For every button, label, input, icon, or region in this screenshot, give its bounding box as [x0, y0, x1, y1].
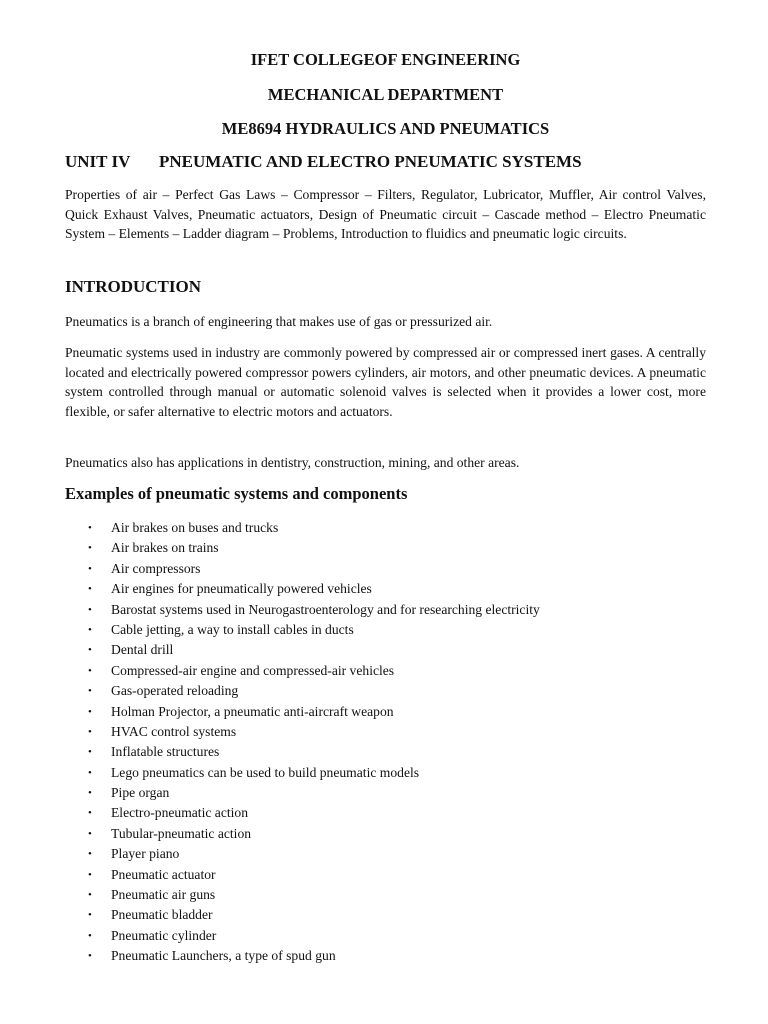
syllabus-paragraph: Properties of air – Perfect Gas Laws – Compressor – Filters, Regulator, Lubricator, Muffler, Air control Valves, Quick Exhaust Valves, Pneumatic actuators, Design of Pneumatic circuit – Cascade method – Electro Pneumatic System – Elements – Ladder diagram – Problems, Introduction to fluidics and pneumatic logic circuits. [65, 187, 706, 241]
list-item: • Pneumatic air guns [65, 885, 706, 905]
bullet-icon: • [88, 766, 92, 779]
unit-heading [65, 152, 706, 172]
department-name: MECHANICAL DEPARTMENT [267, 85, 504, 104]
college-name: IFET COLLEGEOF ENGINEERING [250, 50, 521, 69]
list-item: • Lego pneumatics can be used to build pneumatic models [65, 763, 706, 783]
bullet-icon: • [88, 705, 92, 718]
list-item: • Gas-operated reloading [65, 681, 706, 701]
list-item: • Air engines for pneumatically powered vehicles [65, 579, 706, 599]
bullet-icon: • [88, 827, 92, 840]
course-title: ME8694 HYDRAULICS AND PNEUMATICS [221, 119, 550, 138]
bullet-icon: • [88, 603, 92, 616]
bullet-icon: • [88, 644, 92, 657]
unit-title: PNEUMATIC AND ELECTRO PNEUMATIC SYSTEMS [159, 152, 582, 171]
bullet-icon: • [88, 929, 92, 942]
list-item: • Cable jetting, a way to install cables in ducts [65, 620, 706, 640]
list-item: • Air brakes on buses and trucks [65, 518, 706, 538]
unit-label: UNIT IV [65, 152, 131, 171]
list-item: • Player piano [65, 844, 706, 864]
intro-paragraph-2: Pneumatic systems used in industry are commonly powered by compressed air or compressed inert gases. A centrally located and electrically powered compressor powers cylinders, air motors, and other pneumatic devices. A pneumatic system controlled through manual or automatic solenoid valves is selected when it provides a lower cost, more flexible, or safer alternative to electric motors and actuators. [65, 345, 706, 419]
list-item: • Holman Projector, a pneumatic anti-aircraft weapon [65, 702, 706, 722]
list-item: • Air compressors [65, 559, 706, 579]
list-item: • HVAC control systems [65, 722, 706, 742]
list-item: • Dental drill [65, 640, 706, 660]
bullet-icon: • [88, 725, 92, 738]
bullet-icon: • [88, 583, 92, 596]
bullet-icon: • [88, 664, 92, 677]
list-item: • Inflatable structures [65, 742, 706, 762]
bullet-icon: • [88, 909, 92, 922]
list-item: • Pneumatic cylinder [65, 926, 706, 946]
bullet-icon: • [88, 848, 92, 861]
intro-paragraph-1: Pneumatics is a branch of engineering that makes use of gas or pressurized air. [65, 314, 493, 329]
list-item: • Pipe organ [65, 783, 706, 803]
list-item: • Air brakes on trains [65, 538, 706, 558]
list-item: • Compressed-air engine and compressed-air vehicles [65, 661, 706, 681]
bullet-icon: • [88, 950, 92, 963]
bullet-icon: • [88, 542, 92, 555]
list-item: • Barostat systems used in Neurogastroenterology and for researching electricity [65, 600, 706, 620]
bullet-icon: • [88, 685, 92, 698]
bullet-icon: • [88, 868, 92, 881]
bullet-icon: • [88, 746, 92, 759]
examples-list [65, 518, 706, 967]
bullet-icon: • [88, 889, 92, 902]
bullet-icon: • [88, 807, 92, 820]
intro-paragraph-3: Pneumatics also has applications in dentistry, construction, mining, and other areas. [65, 455, 520, 470]
bullet-icon: • [88, 522, 92, 534]
introduction-heading: INTRODUCTION [65, 277, 202, 296]
list-item: • Pneumatic bladder [65, 905, 706, 925]
list-item: • Tubular-pneumatic action [65, 824, 706, 844]
list-item: • Pneumatic Launchers, a type of spud gun [65, 946, 706, 966]
list-item: • Electro-pneumatic action [65, 803, 706, 823]
list-item: • Pneumatic actuator [65, 865, 706, 885]
bullet-icon: • [88, 562, 92, 575]
examples-heading: Examples of pneumatic systems and components [65, 484, 408, 503]
bullet-icon: • [88, 787, 92, 800]
bullet-icon: • [88, 623, 92, 636]
